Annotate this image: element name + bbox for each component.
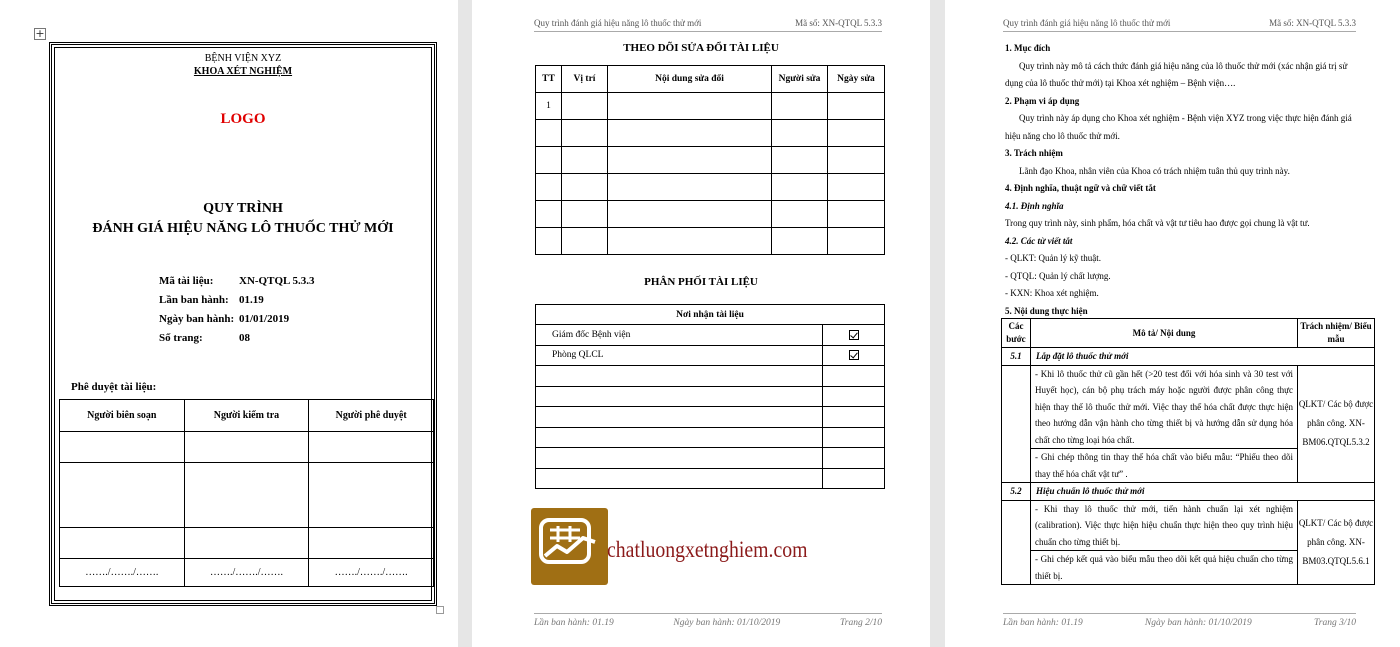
table-cell[interactable] <box>536 147 562 174</box>
signature-cell[interactable] <box>184 463 309 528</box>
step-number: 5.2 <box>1002 483 1031 501</box>
hospital-name: BỆNH VIỆN XYZ <box>204 53 282 64</box>
table-cell[interactable] <box>823 386 885 407</box>
step-responsibility: QLKT/ Các bộ được phân công. XN-BM03.QTQL5.6.1 <box>1298 500 1375 585</box>
table-cell[interactable] <box>772 93 828 120</box>
revision-title: THEO DÕI SỬA ĐỔI TÀI LIỆU <box>623 42 779 54</box>
table-resize-handle[interactable] <box>436 606 444 614</box>
section-4-title: 4. Định nghĩa, thuật ngữ và chữ viết tắt <box>1005 183 1156 193</box>
footer-page: Trang 3/10 <box>1314 618 1356 628</box>
cover-page <box>0 0 458 647</box>
table-cell[interactable] <box>60 528 185 559</box>
table-cell[interactable] <box>772 228 828 255</box>
revision-header-content: Nội dung sửa đổi <box>608 66 772 93</box>
table-cell[interactable] <box>536 120 562 147</box>
header-doc-code: Mã số: XN-QTQL 5.3.3 <box>795 18 882 28</box>
table-cell[interactable] <box>823 407 885 428</box>
meta-row-date <box>159 313 314 332</box>
table-cell[interactable] <box>608 147 772 174</box>
meta-row-pages <box>159 332 314 351</box>
header-doc-title: Quy trình đánh giá hiệu năng lô thuốc thử mới <box>1003 18 1171 28</box>
checked-box-icon[interactable] <box>849 330 859 340</box>
cover-frame <box>49 42 437 606</box>
logo-placeholder: LOGO <box>220 111 266 127</box>
cover-inner-border <box>54 47 432 601</box>
section-4-1-text: Trong quy trình này, sinh phẩm, hóa chất và vật tư tiêu hao được gọi chung là vật tư. <box>1005 218 1310 228</box>
footer-issue: Lần ban hành: 01.19 <box>534 618 614 628</box>
title-line-2: ĐÁNH GIÁ HIỆU NĂNG LÔ THUỐC THỬ MỚI <box>92 221 394 236</box>
document-meta <box>159 275 314 351</box>
hospital-header <box>55 52 431 78</box>
footer-date: Ngày ban hành: 01/10/2019 <box>673 618 781 628</box>
approval-table <box>59 399 434 587</box>
table-cell[interactable] <box>536 366 823 387</box>
page-3-content <box>1005 40 1360 320</box>
section-3-title: 3. Trách nhiệm <box>1005 148 1063 158</box>
table-cell[interactable] <box>828 228 885 255</box>
distribution-table <box>535 304 885 489</box>
section-5-title: 5. Nội dung thực hiện <box>1005 305 1088 316</box>
step-name: Hiệu chuẩn lô thuốc thử mới <box>1031 483 1375 501</box>
approval-label: Phê duyệt tài liệu: <box>71 381 157 393</box>
abbreviation-item: - QTQL: Quản lý chất lượng. <box>1005 270 1111 281</box>
table-cell[interactable] <box>536 201 562 228</box>
section-1-title: 1. Mục đích <box>1005 43 1051 53</box>
recipient-name: Phòng QLCL <box>536 345 823 366</box>
distribution-header: Nơi nhận tài liệu <box>536 305 885 325</box>
table-cell[interactable] <box>608 120 772 147</box>
table-cell[interactable] <box>184 432 309 463</box>
page-footer <box>1003 613 1356 628</box>
table-cell[interactable] <box>309 432 434 463</box>
step-description: - Ghi chép thông tin thay thế hóa chất vào biểu mẫu: “Phiếu theo dõi thay thế hóa chất vật tư” . <box>1031 449 1298 483</box>
table-cell[interactable] <box>608 93 772 120</box>
brand-logo-icon <box>531 508 608 585</box>
table-cell[interactable] <box>608 201 772 228</box>
step-responsibility: QLKT/ Các bộ được phân công. XN-BM06.QTQL5.3.2 <box>1298 365 1375 483</box>
page-2 <box>472 0 930 647</box>
section-4-1-title: 4.1. Định nghĩa <box>1005 200 1064 211</box>
footer-date: Ngày ban hành: 01/10/2019 <box>1144 618 1252 628</box>
footer-issue: Lần ban hành: 01.19 <box>1003 618 1083 628</box>
table-cell[interactable] <box>608 174 772 201</box>
checked-box-icon[interactable] <box>849 350 859 360</box>
table-cell[interactable] <box>828 93 885 120</box>
page-footer <box>534 613 882 628</box>
page-header <box>1003 18 1356 32</box>
meta-value: 01/01/2019 <box>239 313 290 325</box>
revision-header-no: TT <box>536 66 562 93</box>
table-cell[interactable] <box>536 228 562 255</box>
recipient-name: Giám đốc Bệnh viện <box>536 325 823 346</box>
page-header <box>534 18 882 32</box>
table-cell[interactable] <box>562 201 608 228</box>
meta-key: Số trang: <box>159 332 203 344</box>
table-cell[interactable] <box>536 386 823 407</box>
section-4-2-title: 4.2. Các từ viết tắt <box>1005 235 1073 246</box>
table-cell[interactable] <box>828 201 885 228</box>
table-cell[interactable] <box>562 147 608 174</box>
table-cell[interactable] <box>823 468 885 489</box>
table-cell[interactable] <box>536 407 823 428</box>
table-cell[interactable] <box>184 528 309 559</box>
brand-website: chatluongxetnghiem.com <box>607 537 808 562</box>
table-move-handle-icon[interactable]: + <box>35 27 45 40</box>
meta-row-code <box>159 275 314 294</box>
recipient-checkbox[interactable] <box>823 345 885 366</box>
procedure-header-resp: Trách nhiệm/ Biểu mẫu <box>1298 319 1375 348</box>
approval-header-author: Người biên soạn <box>60 400 185 432</box>
table-cell[interactable] <box>562 120 608 147</box>
procedure-header-step: Các bước <box>1002 319 1031 348</box>
table-cell[interactable] <box>828 147 885 174</box>
meta-key: Mã tài liệu: <box>159 275 214 287</box>
approval-header-reviewer: Người kiểm tra <box>184 400 309 432</box>
abbreviation-item: - QLKT: Quản lý kỹ thuật. <box>1005 253 1102 263</box>
table-cell[interactable] <box>562 228 608 255</box>
header-doc-code: Mã số: XN-QTQL 5.3.3 <box>1269 18 1356 28</box>
procedure-table <box>1001 318 1375 585</box>
date-placeholder[interactable]: ……./……./……. <box>309 559 434 587</box>
table-cell[interactable] <box>562 174 608 201</box>
table-cell[interactable] <box>772 147 828 174</box>
section-2-title: 2. Phạm vi áp dụng <box>1005 95 1080 106</box>
section-3-text: Lãnh đạo Khoa, nhân viên của Khoa có trách nhiệm tuân thủ quy trình này. <box>1019 165 1290 176</box>
table-cell[interactable] <box>1002 500 1031 585</box>
document-title <box>55 199 431 239</box>
meta-value: 08 <box>239 332 250 344</box>
step-description: - Khi lô thuốc thử cũ gần hết (>20 test đối với hóa sinh và 30 test với Huyết học), cán bộ phụ trách máy hoặc người được phân công thực hiện thay thế lô thuốc thử mới. Việc thay thế hóa chất được thực hiện theo hướng dẫn vận hành cho từng thiết bị và hướng dẫn sử dụng hóa chất cho từng loại hóa chất. <box>1031 365 1298 449</box>
abbreviation-item: - KXN: Khoa xét nghiệm. <box>1005 288 1099 298</box>
table-cell[interactable] <box>823 427 885 448</box>
distribution-title: PHÂN PHỐI TÀI LIỆU <box>644 276 758 288</box>
step-description: - Khi thay lô thuốc thử mới, tiến hành chuẩn lại xét nghiệm (calibration). Việc thực hiện hiệu chuẩn thực hiện theo quy trình hiệu chuẩn cho từng thiết bị. <box>1031 500 1298 551</box>
title-line-1: QUY TRÌNH <box>203 201 283 216</box>
table-cell[interactable] <box>828 174 885 201</box>
table-cell[interactable] <box>823 366 885 387</box>
approval-header-approver: Người phê duyệt <box>309 400 434 432</box>
step-number: 5.1 <box>1002 348 1031 366</box>
signature-cell[interactable] <box>309 463 434 528</box>
date-placeholder[interactable]: ……./……./……. <box>60 559 185 587</box>
table-cell[interactable] <box>772 120 828 147</box>
table-cell[interactable] <box>1002 365 1031 483</box>
date-placeholder[interactable]: ……./……./……. <box>184 559 309 587</box>
revision-header-editor: Người sửa <box>772 66 828 93</box>
recipient-checkbox[interactable] <box>823 325 885 346</box>
table-cell[interactable] <box>772 201 828 228</box>
table-cell[interactable] <box>608 228 772 255</box>
department-name: KHOA XÉT NGHIỆM <box>193 66 293 77</box>
signature-cell[interactable] <box>60 463 185 528</box>
revision-header-date: Ngày sửa <box>828 66 885 93</box>
page-3 <box>945 0 1400 647</box>
table-cell[interactable] <box>309 528 434 559</box>
revision-header-position: Vị trí <box>562 66 608 93</box>
table-cell[interactable] <box>536 427 823 448</box>
table-cell[interactable] <box>562 93 608 120</box>
table-cell[interactable] <box>772 174 828 201</box>
header-doc-title: Quy trình đánh giá hiệu năng lô thuốc thử mới <box>534 18 702 28</box>
table-cell[interactable] <box>536 448 823 469</box>
meta-key: Ngày ban hành: <box>159 313 235 325</box>
table-cell[interactable] <box>536 174 562 201</box>
section-2-text: Quy trình này áp dụng cho Khoa xét nghiệm - Bệnh viện XYZ trong việc thực hiện đánh giá hiệu năng cho lô thuốc thử mới. <box>1005 113 1352 141</box>
revision-no-cell[interactable]: 1 <box>536 93 562 120</box>
step-description: - Ghi chép kết quả vào biểu mẫu theo dõi kết quả hiệu chuẩn cho từng thiết bị. <box>1031 551 1298 585</box>
meta-value: XN-QTQL 5.3.3 <box>239 275 315 287</box>
table-cell[interactable] <box>823 448 885 469</box>
revision-table <box>535 65 885 255</box>
table-cell[interactable] <box>536 468 823 489</box>
meta-row-issue <box>159 294 314 313</box>
footer-page: Trang 2/10 <box>840 618 882 628</box>
table-cell[interactable] <box>828 120 885 147</box>
procedure-header-desc: Mô tả/ Nội dung <box>1031 319 1298 348</box>
meta-value: 01.19 <box>239 294 264 306</box>
step-name: Lắp đặt lô thuốc thử mới <box>1031 348 1375 366</box>
table-cell[interactable] <box>60 432 185 463</box>
meta-key: Lần ban hành: <box>159 294 229 306</box>
section-1-text: Quy trình này mô tả cách thức đánh giá hiệu năng của lô thuốc thử mới (xác nhận giá trị sử dụng của lô thuốc thử mới) tại Khoa xét nghiệm – Bệnh viện…. <box>1005 60 1348 88</box>
